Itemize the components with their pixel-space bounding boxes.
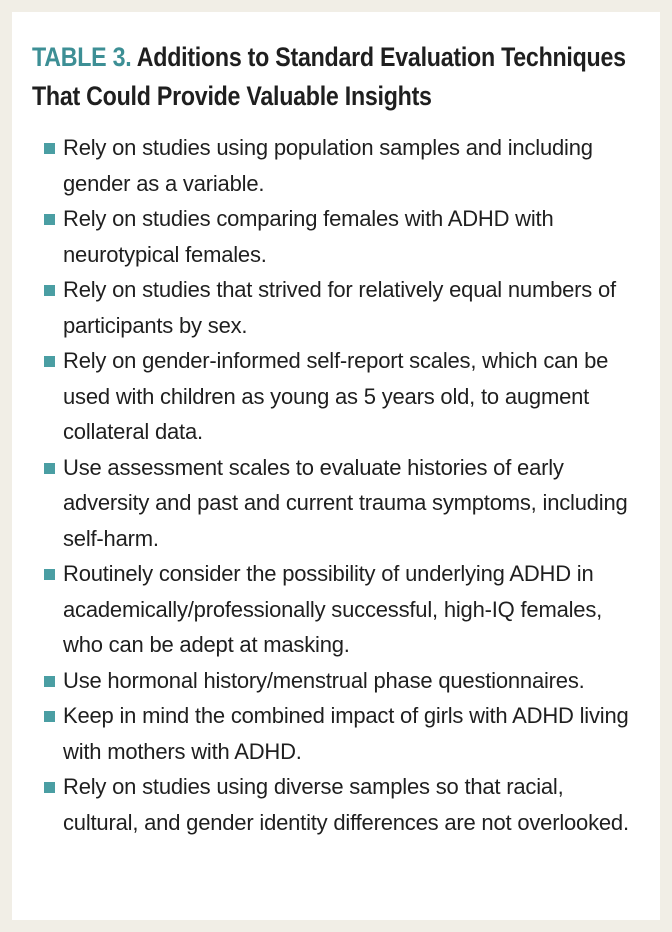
recommendation-list — [32, 130, 636, 840]
table-title-text: Additions to Standard Evaluation Techniques That Could Provide Valuable Insights — [32, 42, 626, 111]
list-item-text: Rely on studies that strived for relatively equal numbers of participants by sex. — [63, 277, 616, 338]
list-item-text: Use assessment scales to evaluate histories of early adversity and past and current trauma symptoms, including self-harm. — [63, 454, 628, 551]
list-item — [32, 556, 636, 663]
list-item — [32, 201, 636, 272]
list-item — [32, 663, 636, 699]
list-item — [32, 272, 636, 343]
list-item — [32, 769, 636, 840]
square-bullet-icon — [44, 143, 55, 154]
list-item — [32, 450, 636, 557]
table-panel — [12, 12, 660, 920]
list-item — [32, 130, 636, 201]
list-item-text: Rely on studies using diverse samples so that racial, cultural, and gender identity differences are not overlooked. — [63, 774, 629, 835]
list-item-text: Rely on gender-informed self-report scales, which can be used with children as young as 5 years old, to augment collateral data. — [63, 348, 609, 444]
list-item — [32, 343, 636, 450]
square-bullet-icon — [44, 569, 55, 580]
list-item-text: Routinely consider the possibility of underlying ADHD in academically/professionally successful, high-IQ females, who can be adept at masking. — [63, 561, 603, 657]
list-item-text: Keep in mind the combined impact of girls with ADHD living with mothers with ADHD. — [63, 703, 629, 764]
square-bullet-icon — [44, 711, 55, 722]
table-label: TABLE 3. — [32, 42, 132, 72]
list-item-text: Rely on studies using population samples and including gender as a variable. — [63, 135, 593, 196]
list-item-text: Use hormonal history/menstrual phase questionnaires. — [63, 667, 585, 693]
square-bullet-icon — [44, 214, 55, 225]
list-item — [32, 698, 636, 769]
square-bullet-icon — [44, 463, 55, 474]
square-bullet-icon — [44, 356, 55, 367]
table-title — [32, 38, 651, 116]
square-bullet-icon — [44, 782, 55, 793]
list-item-text: Rely on studies comparing females with ADHD with neurotypical females. — [63, 206, 554, 267]
square-bullet-icon — [44, 285, 55, 296]
square-bullet-icon — [44, 676, 55, 687]
